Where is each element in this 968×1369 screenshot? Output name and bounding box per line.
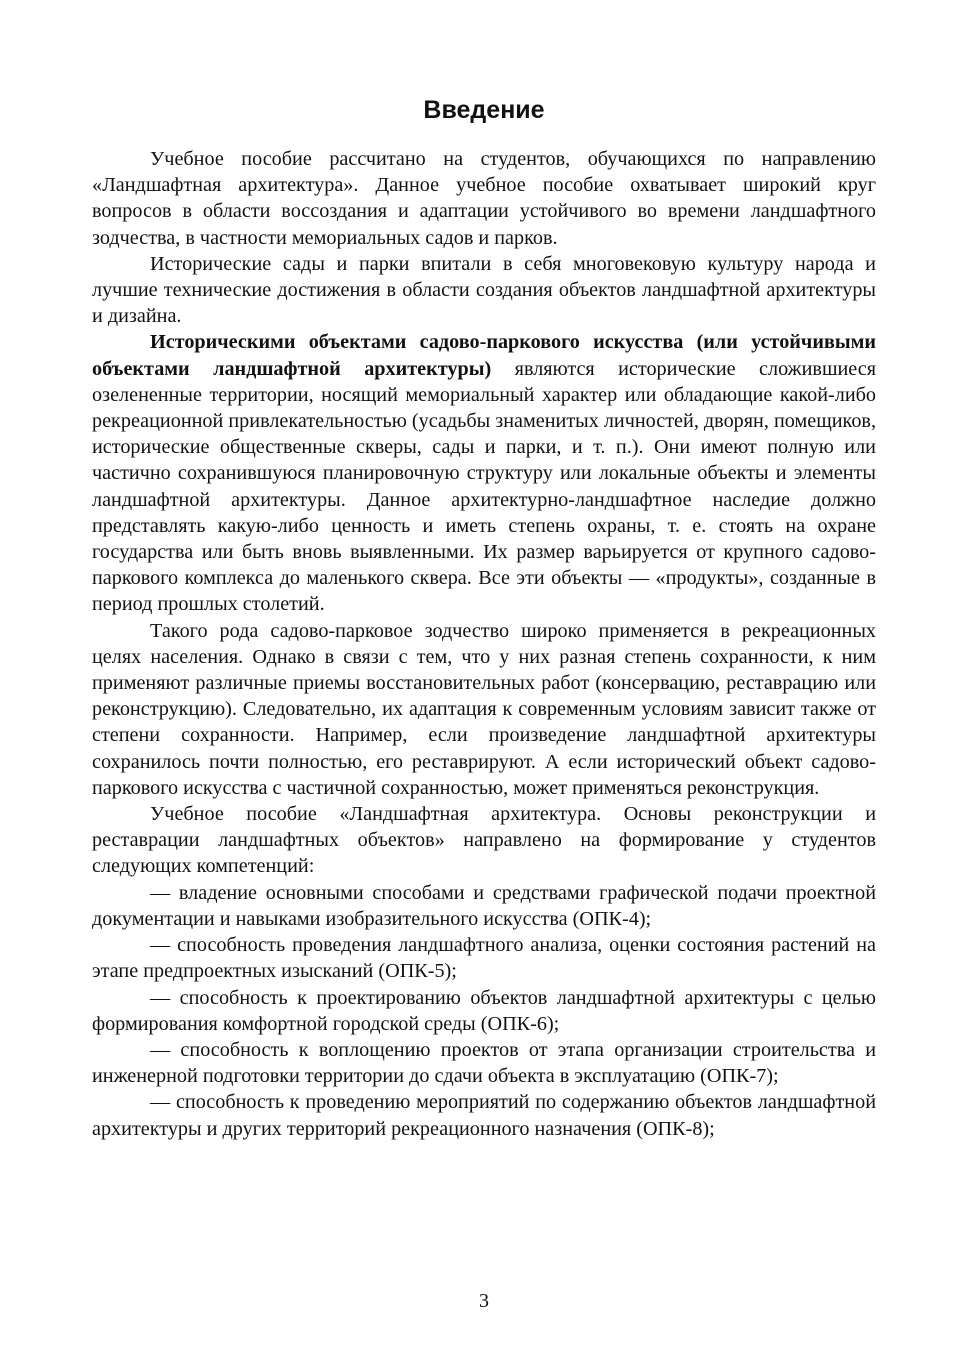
competency-item: — способность к воплощению проектов от этапа организации строительства и инженерной подготовки территории до сдачи объекта в эксплуатацию (ОПК-7); [92, 1038, 876, 1088]
paragraph-adaptation: Такого рода садово-парковое зодчество широко применяется в рекреационных целях населения. Однако в связи с тем, что у них разная степень сохранности, к ним применяют различные приемы восстановительных работ (консервацию, реставрацию или реконструкцию). Следовательно, их адаптация к современным условиям зависит также от степени сохранности. Например, если произведение ландшафтной архитектуры сохранилось почти полностью, его реставрируют. А если исторический объект садово-паркового искусства с частичной сохранностью, может применяться реконструкция. [92, 619, 876, 799]
body-text [92, 146, 876, 1142]
paragraph-definition [92, 329, 876, 617]
competency-item: — владение основными способами и средствами графической подачи проектной документации и навыками изобразительного искусства (ОПК-4); [92, 881, 876, 930]
definition-term: Историческими объектами садово-паркового искусства (или устойчивыми объектами ландшафтной архитектуры) [92, 331, 876, 380]
competency-item: — способность к проектированию объектов ландшафтной архитектуры с целью формирования комфортной городской среды (ОПК-6); [92, 986, 876, 1035]
competency-item: — способность проведения ландшафтного анализа, оценки состояния растений на этапе предпроектных изысканий (ОПК-5); [92, 934, 876, 983]
paragraph-competencies-intro: Учебное пособие «Ландшафтная архитектура. Основы реконструкции и реставрации ландшафтных объектов» направлено на формирование у студентов следующих компетенций: [92, 803, 876, 878]
paragraph-historic-gardens: Исторические сады и парки впитали в себя многовековую культуру народа и лучшие технические достижения в области создания объектов ландшафтной архитектуры и дизайна. [92, 252, 876, 328]
page-number: 3 [479, 1290, 489, 1312]
definition-text: являются исторические сложившиеся озелененные территории, носящий мемориальный характер или обладающие какой-либо рекреационной привлекательностью (усадьбы знаменитых личностей, дворян, помещиков, исторические общественные скверы, сады и парки, и т. п.). Они имеют полную или частично сохранившуюся планировочную структуру или локальные объекты и элементы ландшафтной архитектуры. Данное архитектурно-ландшафтное наследие должно представлять какую-либо ценность и иметь степень охраны, т. е. стоять на охране государства или быть вновь выявленными. Их размер варьируется от крупного садово-паркового комплекса до маленького сквера. Все эти объекты — «продукты», созданные в период прошлых столетий. [92, 357, 876, 616]
paragraph-intro: Учебное пособие рассчитано на студентов, обучающихся по направлению «Ландшафтная архитектура». Данное учебное пособие охватывает широкий круг вопросов в области воссоздания и адаптации устойчивого во времени ландшафтного зодчества, в частности мемориальных садов и парков. [92, 148, 876, 249]
page-title: Введение [423, 96, 545, 124]
competency-item: — способность к проведению мероприятий по содержанию объектов ландшафтной архитектуры и других территорий рекреационного назначения (ОПК-8); [92, 1091, 876, 1140]
